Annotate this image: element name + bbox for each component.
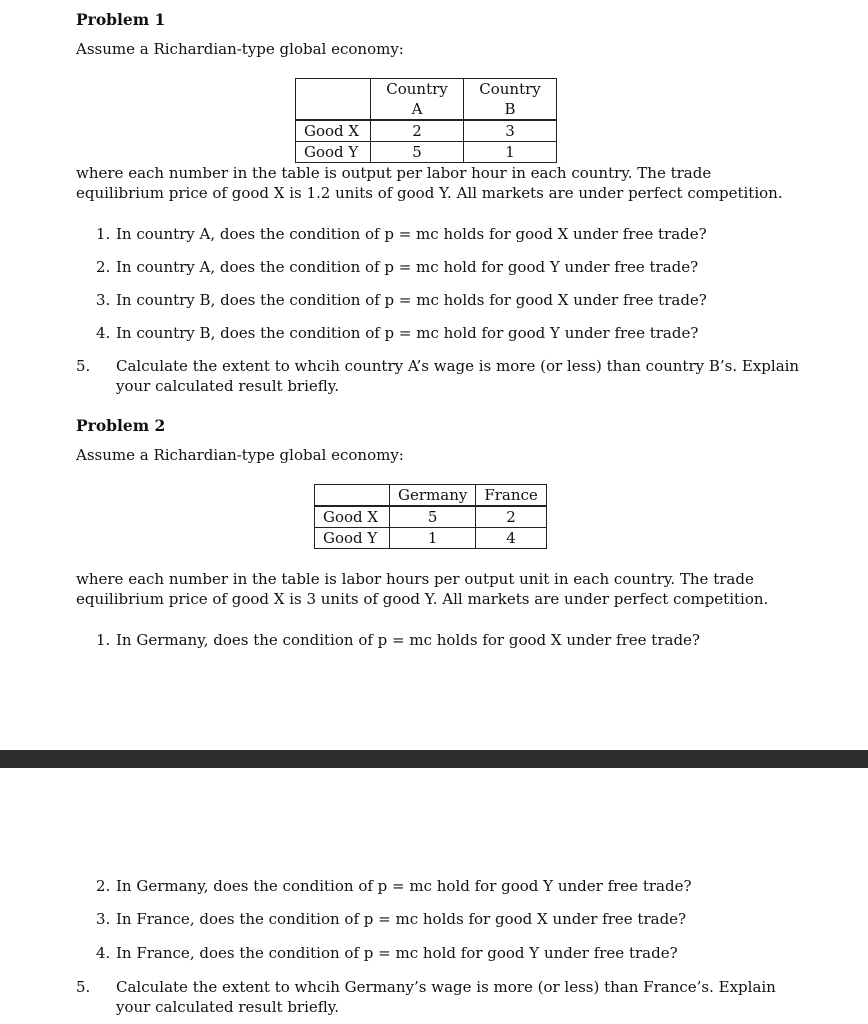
table-cell: 4 bbox=[476, 528, 546, 549]
question-text: In Germany, does the condition of p = mc holds for good X under free trade? bbox=[116, 631, 700, 649]
question-number: 2. bbox=[96, 258, 111, 276]
table-corner-cell bbox=[315, 485, 390, 507]
table-row bbox=[315, 506, 547, 528]
problem2-question bbox=[96, 943, 786, 963]
question-number: 5. bbox=[76, 357, 91, 375]
problem2-title: Problem 2 bbox=[76, 416, 166, 435]
problem1-question bbox=[96, 323, 786, 343]
question-text: Calculate the extent to whcih Germany’s wage is more (or less) than France’s. Explain your calculated result briefly. bbox=[116, 978, 776, 1016]
table-row-label: Good Y bbox=[315, 528, 390, 549]
question-number: 1. bbox=[96, 225, 111, 243]
question-number: 3. bbox=[96, 291, 111, 309]
table-header-cell: France bbox=[476, 485, 546, 507]
question-number: 2. bbox=[96, 877, 111, 895]
problem1-intro: Assume a Richardian-type global economy: bbox=[76, 40, 404, 58]
problem1-description: where each number in the table is output per labor hour in each country. The trade equilibrium price of good X is 1.2 units of good Y. All markets are under perfect competition. bbox=[76, 164, 783, 202]
page-divider bbox=[0, 750, 868, 768]
table-cell: 1 bbox=[390, 528, 476, 549]
table-row-label: Good X bbox=[315, 506, 390, 528]
problem1-table bbox=[295, 78, 557, 163]
table-cell: 2 bbox=[476, 506, 546, 528]
question-text: In country A, does the condition of p = mc hold for good Y under free trade? bbox=[116, 258, 699, 276]
table-row bbox=[315, 528, 547, 549]
problem2-intro: Assume a Richardian-type global economy: bbox=[76, 446, 404, 464]
problem2-question bbox=[96, 909, 786, 929]
question-text: In France, does the condition of p = mc hold for good Y under free trade? bbox=[116, 944, 678, 962]
problem2-question bbox=[96, 630, 786, 650]
table-header-row bbox=[315, 485, 547, 507]
table-header-cell: Country A bbox=[371, 79, 464, 121]
table-cell: 3 bbox=[464, 120, 557, 142]
question-text: In France, does the condition of p = mc holds for good X under free trade? bbox=[116, 910, 687, 928]
problem2-table bbox=[314, 484, 547, 549]
question-text: In country B, does the condition of p = mc hold for good Y under free trade? bbox=[116, 324, 699, 342]
problem2-question bbox=[76, 977, 806, 1017]
question-number: 4. bbox=[96, 324, 111, 342]
question-text: In country B, does the condition of p = mc holds for good X under free trade? bbox=[116, 291, 707, 309]
question-number: 1. bbox=[96, 631, 111, 649]
table-row bbox=[296, 120, 557, 142]
table-header-row bbox=[296, 79, 557, 121]
table-header-cell: Country B bbox=[464, 79, 557, 121]
question-number: 5. bbox=[76, 978, 91, 996]
table-row-label: Good X bbox=[296, 120, 371, 142]
problem1-question bbox=[96, 257, 786, 277]
table-header-cell: Germany bbox=[390, 485, 476, 507]
problem1-question bbox=[96, 290, 786, 310]
problem1-question bbox=[96, 224, 786, 244]
question-text: In Germany, does the condition of p = mc hold for good Y under free trade? bbox=[116, 877, 692, 895]
page-bottom bbox=[0, 768, 868, 1024]
table-cell: 5 bbox=[371, 142, 464, 163]
question-text: In country A, does the condition of p = mc holds for good X under free trade? bbox=[116, 225, 707, 243]
problem1-question bbox=[76, 356, 806, 396]
question-text: Calculate the extent to whcih country A’s wage is more (or less) than country B’s. Explain your calculated result briefly. bbox=[116, 357, 800, 395]
table-corner-cell bbox=[296, 79, 371, 121]
table-row bbox=[296, 142, 557, 163]
problem2-description: where each number in the table is labor hours per output unit in each country. The trade equilibrium price of good X is 3 units of good Y. All markets are under perfect competition. bbox=[76, 570, 769, 608]
question-number: 4. bbox=[96, 944, 111, 962]
problem1-title: Problem 1 bbox=[76, 10, 166, 29]
table-cell: 2 bbox=[371, 120, 464, 142]
question-number: 3. bbox=[96, 910, 111, 928]
table-row-label: Good Y bbox=[296, 142, 371, 163]
table-cell: 5 bbox=[390, 506, 476, 528]
table-cell: 1 bbox=[464, 142, 557, 163]
problem2-question bbox=[96, 876, 786, 896]
